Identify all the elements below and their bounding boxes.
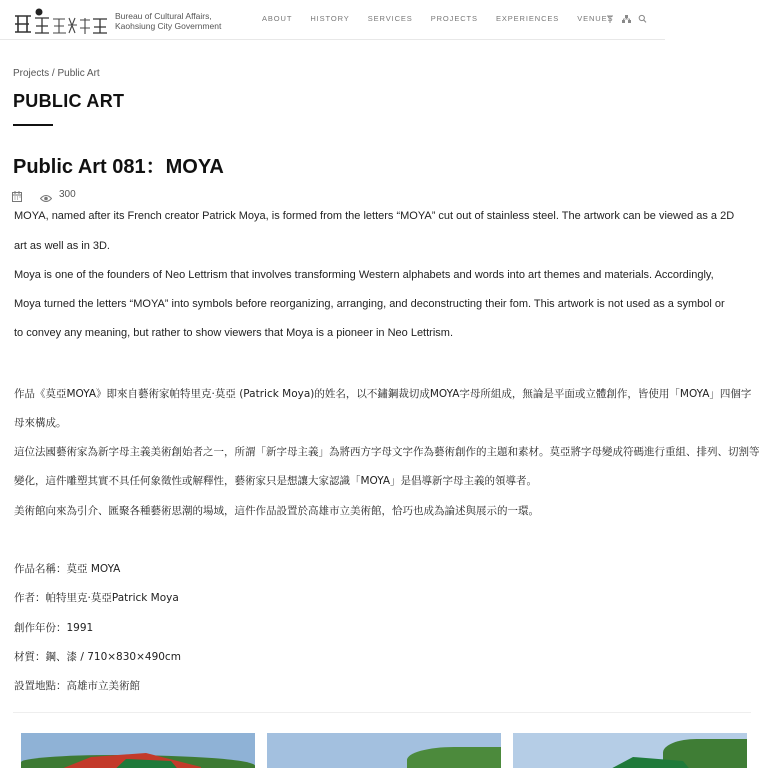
detail-location: 設置地點：高雄市立美術館	[14, 680, 140, 692]
main-nav	[262, 14, 631, 23]
zh-paragraph-line: 這位法國藝術家為新字母主義美術創始者之一，所謂「新字母主義」為將西方字母文字作為藝術創作的主題和素材。莫亞將字母變成符碼進行重組、排列、切割等	[14, 446, 760, 458]
zh-paragraph-line: 作品《莫亞MOYA》即來自藝術家帕特里克·莫亞 (Patrick Moya)的姓名，以不鏽鋼裁切成MOYA字母所組成，無論是平面或立體創作，皆使用「MOYA」四個字	[14, 388, 752, 400]
logo-text	[115, 11, 221, 31]
zh-paragraph-line: 變化，這件雕塑其實不具任何象徵性或解釋性，藝術家只是想讓大家認識「MOYA」是倡導新字母主義的領導者。	[14, 475, 538, 487]
header-tools	[606, 12, 646, 24]
detail-material: 材質：鋼、漆 / 710×830×490cm	[14, 651, 181, 663]
sitemap-icon[interactable]	[622, 12, 630, 24]
detail-year: 創作年份：1991	[14, 622, 94, 634]
gallery-photo[interactable]	[21, 733, 255, 768]
en-paragraph-line: Moya turned the letters “MOYA” into symbols before reorganizing, arranging, and deconstructing their fom. This artwork is not used as a symbol or	[14, 298, 725, 310]
en-paragraph-line: MOYA, named after its French creator Patrick Moya, is formed from the letters “MOYA” cut out of stainless steel. The artwork can be viewed as a 2D	[14, 210, 735, 222]
nav-venues[interactable]: VENUES	[577, 14, 614, 23]
gallery-photo[interactable]	[513, 733, 747, 768]
font-size-icon[interactable]	[606, 12, 614, 24]
logo-line-1: Bureau of Cultural Affairs,	[115, 11, 212, 21]
nav-experiences[interactable]: EXPERIENCES	[495, 14, 560, 23]
nav-projects[interactable]: PROJECTS	[430, 14, 478, 23]
en-paragraph-line: Moya is one of the founders of Neo Lettrism that involves transforming Western alphabets and words into art themes and materials. Accordingly,	[14, 269, 714, 281]
detail-title: 作品名稱：莫亞 MOYA	[14, 563, 121, 575]
logo-line-2: Kaohsiung City Government	[115, 21, 222, 31]
search-icon[interactable]	[638, 12, 646, 24]
nav-about[interactable]: ABOUT	[262, 14, 293, 23]
title-underline	[13, 124, 53, 126]
section-divider	[13, 712, 751, 713]
view-count: 300	[59, 189, 76, 200]
en-paragraph-line: to convey any meaning, but rather to show viewers that Moya is a pioneer in Neo Lettrism.	[14, 327, 453, 339]
zh-paragraph-line: 母來構成。	[14, 417, 67, 429]
nav-services[interactable]: SERVICES	[367, 14, 413, 23]
breadcrumb[interactable]: Projects / Public Art	[13, 68, 100, 79]
calendar-icon	[12, 189, 22, 207]
en-paragraph-line: art as well as in 3D.	[14, 240, 110, 252]
site-header	[0, 0, 665, 40]
article-meta	[12, 188, 212, 202]
gallery-photo[interactable]	[267, 733, 501, 768]
zh-paragraph-line: 美術館向來為引介、匯聚各種藝術思潮的場域，這件作品設置於高雄市立美術館，恰巧也成為論述與展示的一環。	[14, 505, 539, 517]
eye-icon	[40, 190, 52, 208]
page-title: PUBLIC ART	[13, 91, 125, 111]
detail-artist: 作者：帕特里克·莫亞Patrick Moya	[14, 592, 179, 604]
nav-history[interactable]: HISTORY	[310, 14, 350, 23]
site-logo[interactable]	[13, 6, 111, 36]
article-title: Public Art 081：MOYA	[13, 156, 224, 178]
